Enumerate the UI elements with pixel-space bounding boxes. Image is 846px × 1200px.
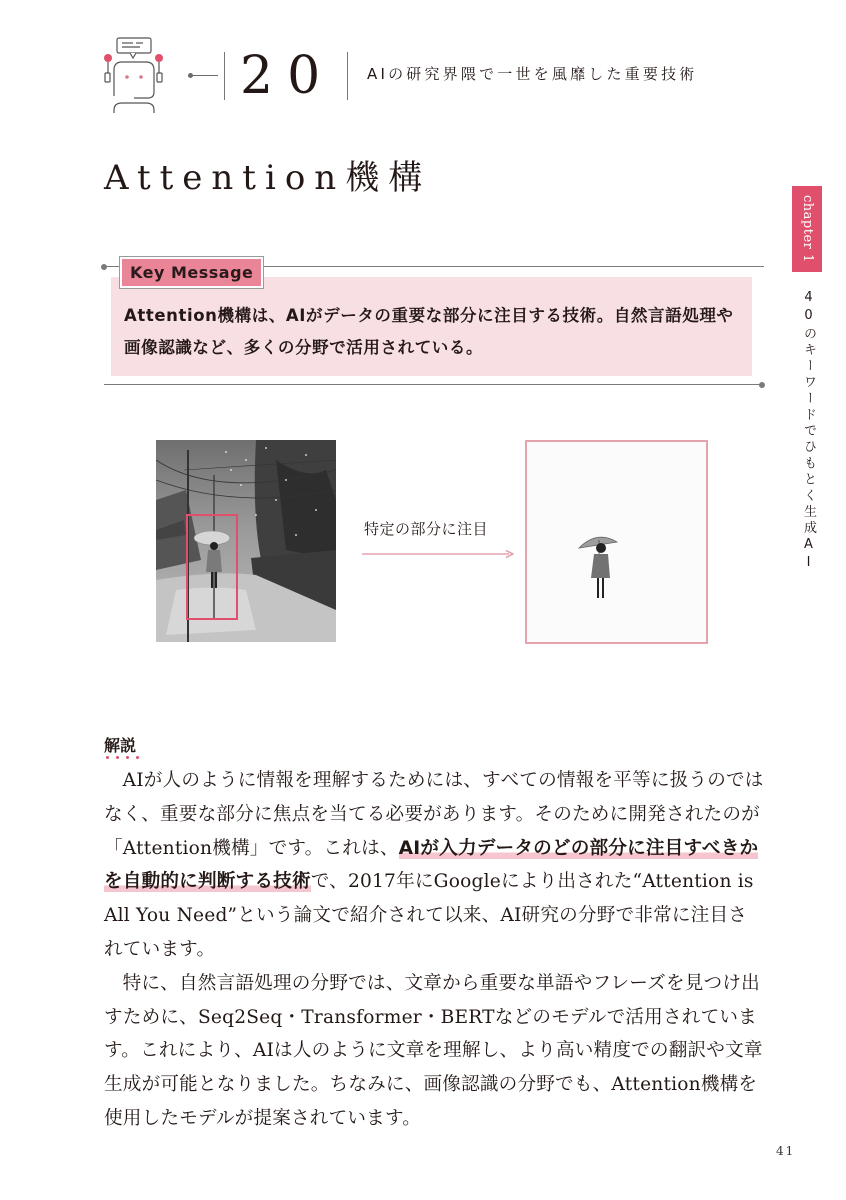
section-subtitle: AIの研究界隈で一世を風靡した重要技術 — [367, 65, 698, 83]
book-title-vertical: 40のキーワードでひもとく生成AI — [801, 290, 816, 574]
key-message-label-frame — [119, 256, 264, 289]
page-number: 41 — [776, 1144, 796, 1158]
arrow-label: 特定の部分に注目 — [364, 520, 489, 538]
attention-highlight-box — [186, 514, 238, 620]
paragraph-text: で、2017年にGoogleにより出された“Attention is All You Need”という論文で紹介されて以来、AI研究の分野で非常に注目されています。 — [104, 871, 754, 960]
section-number: 20 — [240, 46, 335, 106]
highlighted-definition: AIが入力データのどの部分に注目すべきかを自動的に判断する技術 — [104, 837, 759, 893]
heading-dots-decoration — [106, 756, 146, 760]
rule-dot — [101, 264, 107, 270]
page-title: Attention機構 — [104, 158, 432, 198]
key-message-bottom-rule — [104, 384, 762, 385]
arrow-right-icon — [362, 543, 514, 551]
paragraph-2: 特に、自然言語処理の分野では、文章から重要な単語やフレーズを見つけ出すために、Seq2Seq・Transformer・BERTなどのモデルで活用されています。これにより、AIは人のように文章を理解し、より高い精度での翻訳や文章生成が可能となりました。ちなみに、画像認識の分野でも、Attention機構を使用したモデルが提案されています。 — [104, 972, 763, 1129]
explanation-heading: 解説 — [104, 736, 137, 755]
focused-result-image — [525, 440, 708, 644]
paragraph-1 — [104, 764, 764, 967]
divider — [347, 52, 348, 100]
key-message-text: Attention機構は、AIがデータの重要な部分に注目する技術。自然言語処理や画像認識など、多くの分野で活用されている。 — [124, 306, 734, 357]
paragraph-text: AIが人のように情報を理解するためには、すべての情報を平等に扱うのではなく、重要な部分に焦点を当てる必要があります。そのために開発されたのが「Attention機構」です。これは、 — [104, 770, 764, 859]
key-message-label: Key Message — [122, 259, 261, 286]
header-connector-line — [188, 73, 218, 77]
explanation-body — [104, 764, 764, 1136]
robot-icon — [100, 36, 170, 114]
chapter-tab: chapter 1 — [792, 186, 822, 272]
original-image — [156, 440, 336, 642]
rule-dot — [759, 382, 765, 388]
divider — [224, 52, 225, 100]
